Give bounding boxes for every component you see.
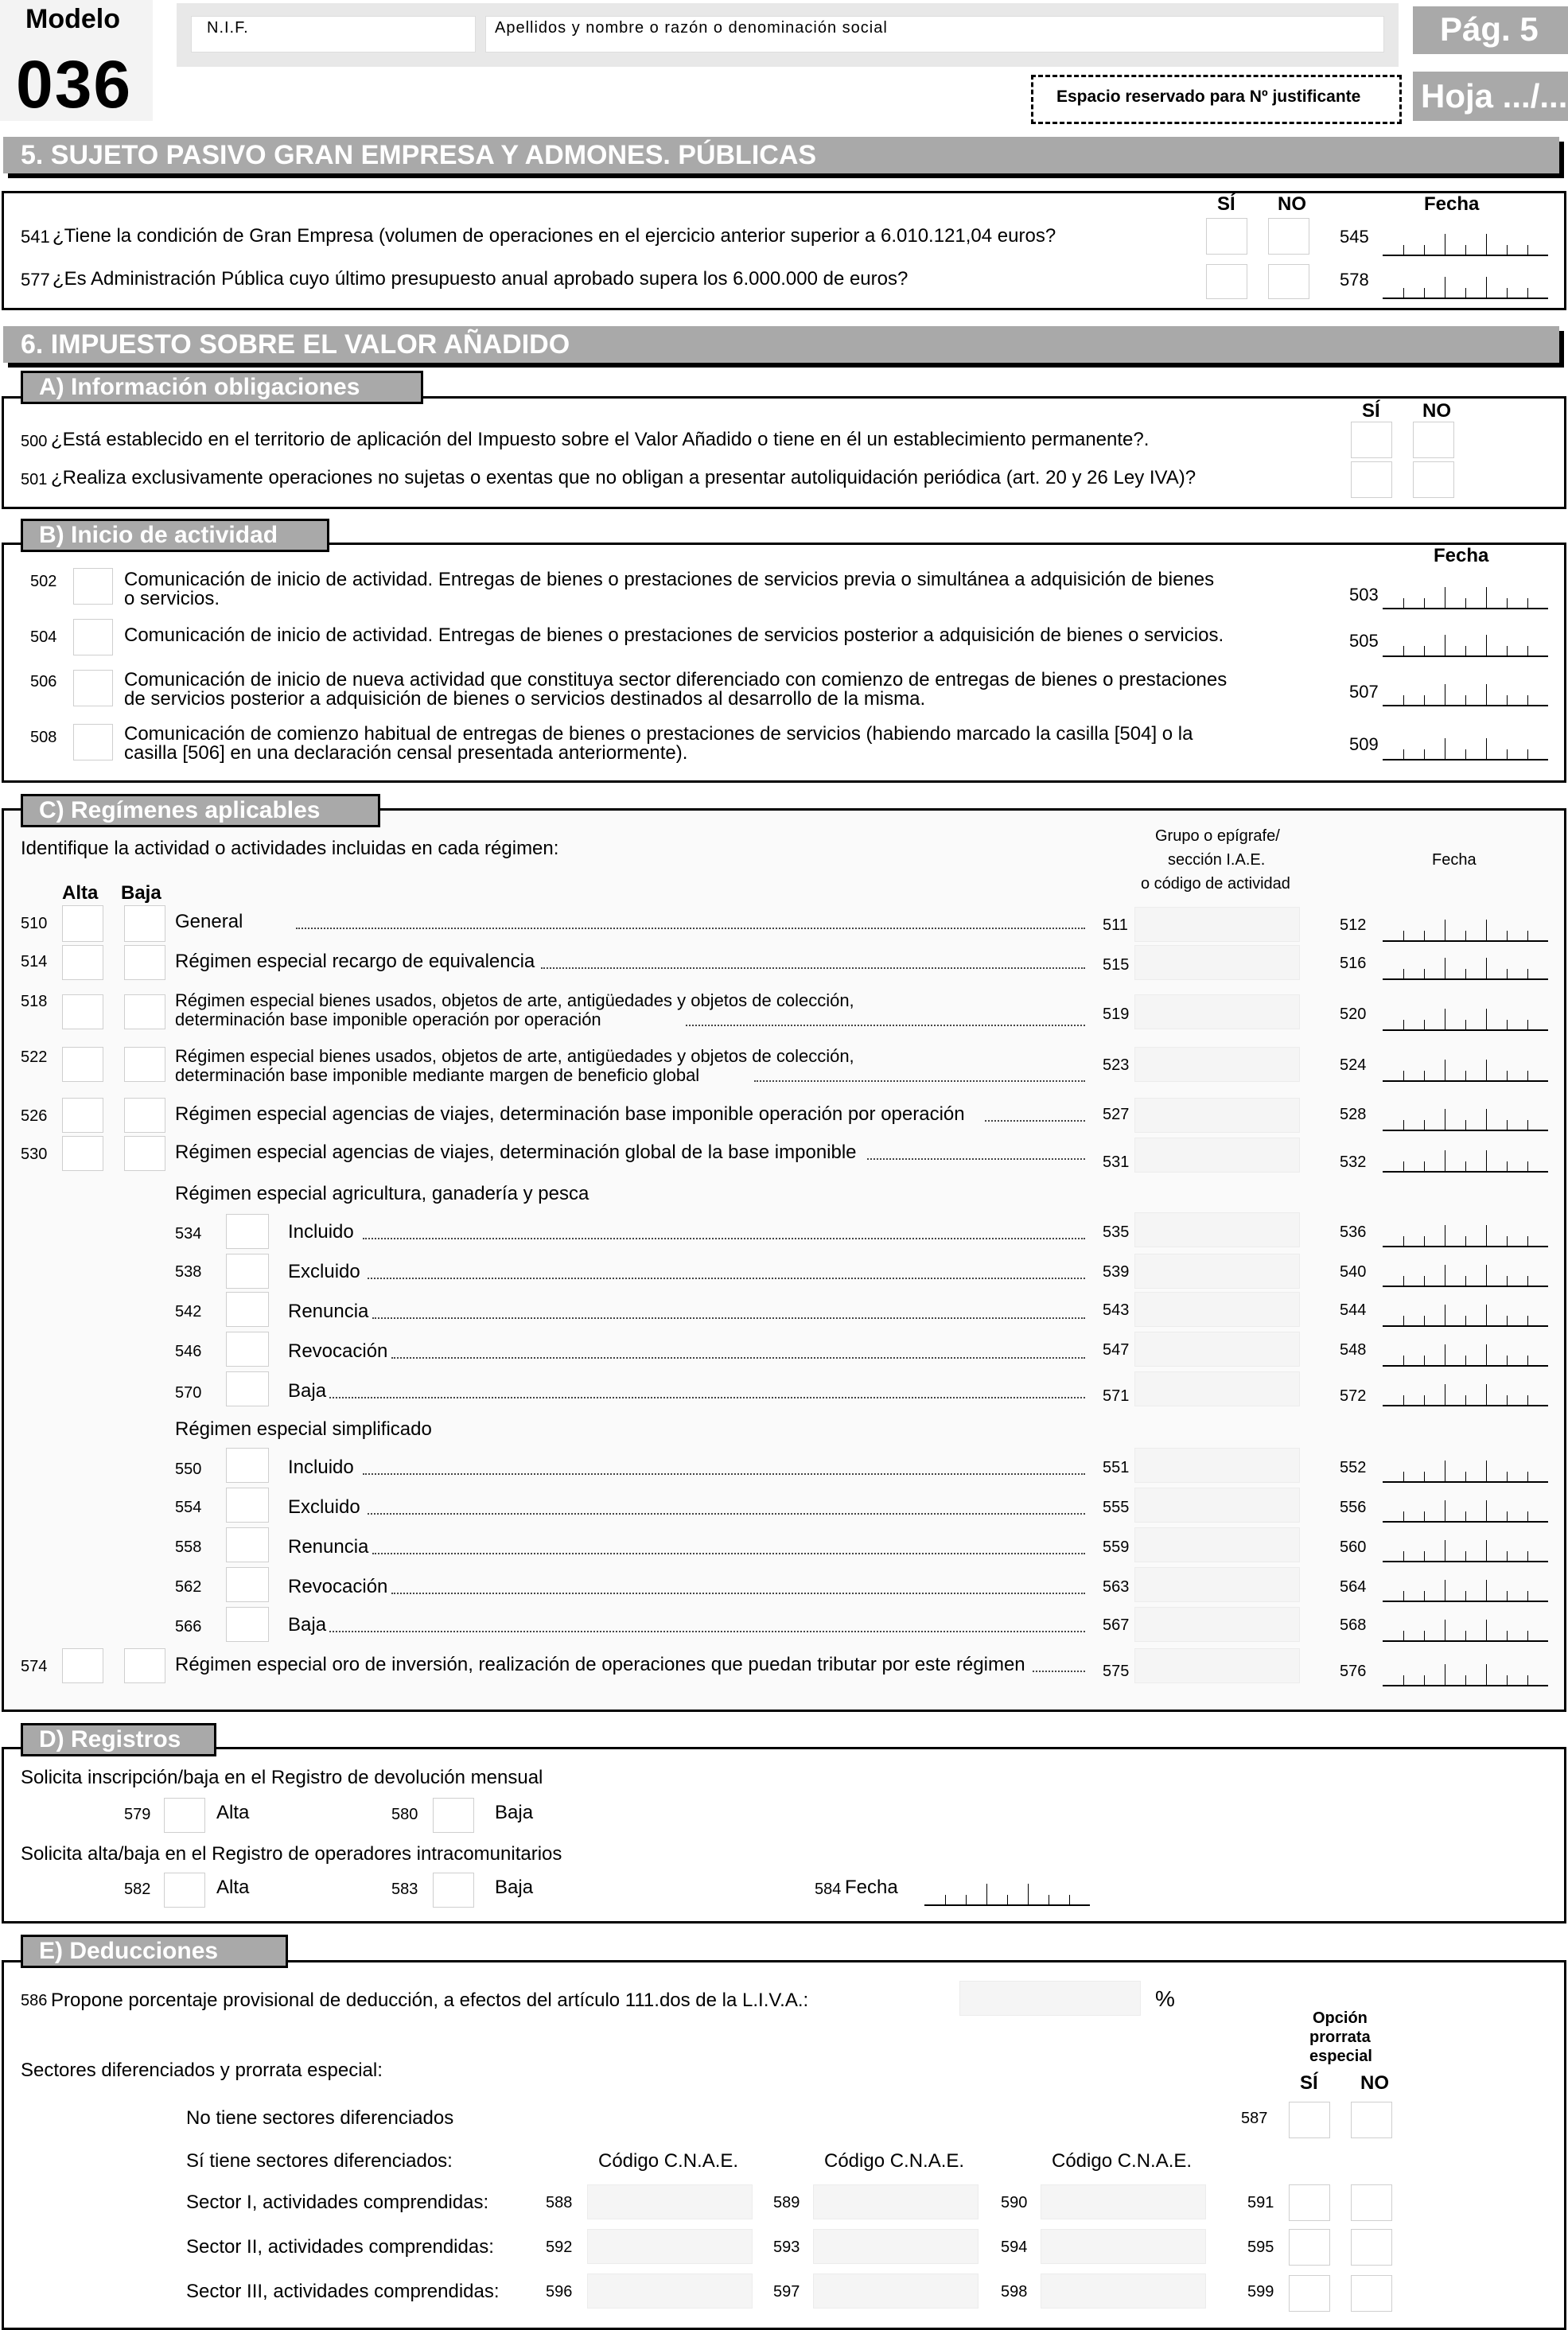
code-530: 530	[21, 1146, 48, 1163]
code-536: 536	[1340, 1223, 1367, 1241]
text-502-line2: o servicios.	[124, 588, 220, 609]
code-577: 577	[21, 270, 50, 290]
code-570: 570	[175, 1384, 202, 1402]
checkbox-566[interactable]	[226, 1607, 269, 1642]
label-582: Alta	[216, 1877, 250, 1898]
label-518-line2: determinación base imponible operación por operación	[175, 1009, 601, 1029]
code-541: 541	[21, 227, 50, 247]
date-field-507[interactable]	[1383, 683, 1548, 706]
code-524: 524	[1340, 1056, 1367, 1074]
leader-dots	[686, 1023, 1085, 1026]
checkbox-550[interactable]	[226, 1448, 269, 1483]
checkbox-574-baja[interactable]	[124, 1648, 165, 1683]
cnae-field-598[interactable]	[1041, 2274, 1206, 2309]
grupo-field-535[interactable]	[1134, 1212, 1300, 1247]
code-568: 568	[1340, 1616, 1367, 1634]
code-505: 505	[1349, 631, 1379, 651]
leader-dots	[368, 1276, 1085, 1279]
checkbox-546[interactable]	[226, 1332, 269, 1367]
date-field-564[interactable]	[1383, 1578, 1548, 1602]
label-510: General	[175, 911, 243, 932]
subsection-a	[2, 396, 1566, 509]
date-field-576[interactable]	[1383, 1663, 1548, 1686]
code-588: 588	[546, 2194, 573, 2211]
checkbox-554[interactable]	[226, 1488, 269, 1523]
label-538: Excluido	[288, 1261, 360, 1282]
grupo-field-539[interactable]	[1134, 1254, 1300, 1289]
cnae-header-1: Código C.N.A.E.	[598, 2150, 739, 2172]
code-556: 556	[1340, 1499, 1367, 1516]
simp-title: Régimen especial simplificado	[175, 1418, 432, 1440]
label-534: Incluido	[288, 1221, 354, 1243]
checkbox-582[interactable]	[164, 1873, 205, 1908]
code-515: 515	[1103, 956, 1130, 974]
grupo-header-line2: sección I.A.E.	[1168, 851, 1266, 869]
code-516: 516	[1340, 955, 1367, 972]
label-580: Baja	[495, 1802, 534, 1823]
checkbox-574-alta[interactable]	[62, 1648, 103, 1683]
grupo-field-511[interactable]	[1134, 907, 1300, 942]
leader-dots	[391, 1356, 1085, 1359]
code-578: 578	[1340, 270, 1369, 290]
code-532: 532	[1340, 1153, 1367, 1171]
percent-field-586[interactable]	[959, 1981, 1141, 2016]
date-field-578[interactable]	[1383, 275, 1548, 299]
checkbox-526-alta[interactable]	[62, 1098, 103, 1133]
code-596: 596	[546, 2283, 573, 2301]
sec5-si-header: SÍ	[1217, 193, 1235, 215]
date-field-568[interactable]	[1383, 1618, 1548, 1642]
grupo-field-559[interactable]	[1134, 1527, 1300, 1562]
code-567: 567	[1103, 1616, 1130, 1634]
checkbox-583[interactable]	[433, 1873, 474, 1908]
date-field-512[interactable]	[1383, 918, 1548, 942]
date-field-572[interactable]	[1383, 1383, 1548, 1406]
code-575: 575	[1103, 1663, 1130, 1680]
page-label: Pág. 5	[1440, 10, 1539, 48]
code-502: 502	[30, 573, 57, 590]
checkbox-518-baja[interactable]	[124, 994, 165, 1029]
leader-dots	[372, 1551, 1085, 1554]
code-587: 587	[1241, 2110, 1268, 2127]
grupo-field-551[interactable]	[1134, 1448, 1300, 1483]
code-598: 598	[1001, 2283, 1028, 2301]
checkbox-541-si[interactable]	[1206, 218, 1247, 255]
label-542: Renuncia	[288, 1301, 369, 1322]
code-571: 571	[1103, 1387, 1130, 1405]
d-question-1: Solicita inscripción/baja en el Registro de devolución mensual	[21, 1767, 543, 1788]
text-508-line2: casilla [506] en una declaración censal presentada anteriormente).	[124, 742, 688, 764]
code-542: 542	[175, 1303, 202, 1321]
checkbox-518-alta[interactable]	[62, 994, 103, 1029]
code-531: 531	[1103, 1153, 1130, 1171]
date-field-536[interactable]	[1383, 1223, 1548, 1247]
leader-dots	[363, 1236, 1085, 1239]
code-527: 527	[1103, 1106, 1130, 1123]
subsection-a-title: A) Información obligaciones	[21, 371, 423, 404]
code-522: 522	[21, 1048, 48, 1066]
code-512: 512	[1340, 916, 1367, 934]
code-589: 589	[773, 2194, 800, 2211]
date-field-552[interactable]	[1383, 1459, 1548, 1483]
checkbox-510-baja[interactable]	[124, 905, 165, 942]
checkbox-522-alta[interactable]	[62, 1047, 103, 1082]
sector-3-label: Sector III, actividades comprendidas:	[186, 2281, 500, 2302]
cnae-field-590[interactable]	[1041, 2184, 1206, 2219]
label-522-line2: determinación base imponible mediante margen de beneficio global	[175, 1065, 700, 1085]
checkbox-526-baja[interactable]	[124, 1098, 165, 1133]
agri-title: Régimen especial agricultura, ganadería y pesca	[175, 1183, 589, 1204]
date-field-516[interactable]	[1383, 956, 1548, 980]
text-502-line1: Comunicación de inicio de actividad. Entregas de bienes o prestaciones de servicios previa o simultánea a adquisición de bienes	[124, 569, 1215, 590]
leader-dots	[368, 1511, 1085, 1515]
code-500: 500	[21, 433, 48, 450]
checkbox-530-baja[interactable]	[124, 1136, 165, 1171]
code-523: 523	[1103, 1056, 1130, 1074]
checkbox-577-si[interactable]	[1206, 264, 1247, 299]
label-518-line1: Régimen especial bienes usados, objetos de arte, antigüedades y objetos de colección,	[175, 990, 854, 1010]
label-530: Régimen especial agencias de viajes, determinación global de la base imponible	[175, 1142, 857, 1163]
e-no-header: NO	[1360, 2072, 1389, 2094]
subsection-b-title: B) Inicio de actividad	[21, 519, 329, 552]
code-591: 591	[1247, 2194, 1274, 2211]
leader-dots	[329, 1629, 1085, 1632]
label-526: Régimen especial agencias de viajes, determinación base imponible operación por operación	[175, 1103, 965, 1125]
code-547: 547	[1103, 1341, 1130, 1359]
code-558: 558	[175, 1538, 202, 1556]
cnae-field-589[interactable]	[813, 2184, 979, 2219]
code-548: 548	[1340, 1341, 1367, 1359]
label-574: Régimen especial oro de inversión, realización de operaciones que puedan tributar por este régimen	[175, 1654, 1025, 1675]
checkbox-595-si[interactable]	[1289, 2229, 1330, 2266]
code-597: 597	[773, 2283, 800, 2301]
code-535: 535	[1103, 1223, 1130, 1241]
date-field-544[interactable]	[1383, 1303, 1548, 1327]
text-506-line1: Comunicación de inicio de nueva actividad que constituya sector diferenciado con comienzo de entregas de bienes o prestaciones	[124, 669, 1228, 690]
checkbox-587-no[interactable]	[1351, 2102, 1392, 2138]
code-582: 582	[124, 1881, 151, 1898]
code-583: 583	[391, 1881, 418, 1898]
date-field-545[interactable]	[1383, 232, 1548, 256]
code-574: 574	[21, 1658, 48, 1675]
code-563: 563	[1103, 1578, 1130, 1596]
cnae-field-592[interactable]	[587, 2229, 753, 2264]
code-519: 519	[1103, 1006, 1130, 1023]
grupo-field-523[interactable]	[1134, 1047, 1300, 1082]
checkbox-587-si[interactable]	[1289, 2102, 1330, 2138]
code-526: 526	[21, 1107, 48, 1125]
grupo-header-line3: o código de actividad	[1141, 875, 1290, 893]
code-501: 501	[21, 471, 48, 488]
date-field-503[interactable]	[1383, 585, 1548, 609]
cnae-header-3: Código C.N.A.E.	[1052, 2150, 1193, 2172]
code-540: 540	[1340, 1263, 1367, 1281]
code-590: 590	[1001, 2194, 1028, 2211]
code-509: 509	[1349, 734, 1379, 754]
leader-dots	[329, 1395, 1085, 1398]
code-576: 576	[1340, 1663, 1367, 1680]
opcion-header-line2: prorrata	[1309, 2029, 1371, 2046]
question-541: ¿Tiene la condición de Gran Empresa (volumen de operaciones en el ejercicio anterior superior a 6.010.121,04 euros?	[53, 225, 1056, 247]
subsection-c-title: C) Regímenes aplicables	[21, 794, 380, 827]
hoja-label: Hoja .../...	[1421, 77, 1568, 115]
sectores-label: Sectores diferenciados y prorrata especial:	[21, 2060, 383, 2081]
label-558: Renuncia	[288, 1536, 369, 1558]
code-545: 545	[1340, 227, 1369, 247]
code-508: 508	[30, 729, 57, 746]
si-tiene-label: Sí tiene sectores diferenciados:	[186, 2150, 453, 2172]
checkbox-570[interactable]	[226, 1371, 269, 1406]
code-544: 544	[1340, 1301, 1367, 1319]
label-514: Régimen especial recargo de equivalencia	[175, 951, 535, 972]
code-528: 528	[1340, 1106, 1367, 1123]
leader-dots	[985, 1118, 1085, 1122]
c-intro: Identifique la actividad o actividades incluidas en cada régimen:	[21, 838, 559, 859]
question-586: Propone porcentaje provisional de deducción, a efectos del artículo 111.dos de la L.I.V.A.:	[51, 1990, 809, 2011]
text-508-line1: Comunicación de comienzo habitual de entregas de bienes o prestaciones de servicios (habiendo marcado la casilla [504] o la	[124, 723, 1193, 745]
checkbox-530-alta[interactable]	[62, 1136, 103, 1171]
sec6a-no-header: NO	[1422, 400, 1451, 422]
cnae-field-596[interactable]	[587, 2274, 753, 2309]
code-564: 564	[1340, 1578, 1367, 1596]
label-570: Baja	[288, 1380, 327, 1402]
grupo-field-515[interactable]	[1134, 945, 1300, 980]
justificante-label: Espacio reservado para Nº justificante	[1056, 88, 1361, 106]
code-504: 504	[30, 628, 57, 646]
sec5-no-header: NO	[1278, 193, 1306, 215]
text-504: Comunicación de inicio de actividad. Entregas de bienes o prestaciones de servicios posterior a adquisición de bienes o servicios.	[124, 624, 1224, 646]
grupo-field-531[interactable]	[1134, 1138, 1300, 1173]
label-562: Revocación	[288, 1576, 388, 1597]
question-500: ¿Está establecido en el territorio de aplicación del Impuesto sobre el Valor Añadido o tiene en él un establecimiento permanente?.	[51, 429, 1150, 450]
section-5-title: 5. SUJETO PASIVO GRAN EMPRESA Y ADMONES. PÚBLICAS	[3, 137, 1559, 173]
code-546: 546	[175, 1343, 202, 1360]
code-595: 595	[1247, 2239, 1274, 2256]
checkbox-562[interactable]	[226, 1567, 269, 1602]
code-534: 534	[175, 1225, 202, 1243]
checkbox-514-alta[interactable]	[62, 945, 103, 980]
leader-dots	[541, 966, 1085, 969]
code-550: 550	[175, 1461, 202, 1478]
grupo-field-543[interactable]	[1134, 1292, 1300, 1327]
date-field-560[interactable]	[1383, 1538, 1548, 1562]
code-506: 506	[30, 673, 57, 690]
checkbox-577-no[interactable]	[1268, 264, 1309, 299]
checkbox-534[interactable]	[226, 1214, 269, 1249]
code-552: 552	[1340, 1459, 1367, 1476]
grupo-field-563[interactable]	[1134, 1567, 1300, 1602]
code-562: 562	[175, 1578, 202, 1596]
checkbox-510-alta[interactable]	[62, 905, 103, 942]
code-594: 594	[1001, 2239, 1028, 2256]
checkbox-501-si[interactable]	[1351, 461, 1392, 498]
label-566: Baja	[288, 1614, 327, 1636]
question-577: ¿Es Administración Pública cuyo último presupuesto anual aprobado supera los 6.000.000 de euros?	[53, 268, 909, 290]
code-539: 539	[1103, 1263, 1130, 1281]
code-559: 559	[1103, 1538, 1130, 1556]
code-560: 560	[1340, 1538, 1367, 1556]
checkbox-579[interactable]	[164, 1798, 205, 1833]
code-555: 555	[1103, 1499, 1130, 1516]
leader-dots	[1033, 1669, 1085, 1672]
grupo-field-567[interactable]	[1134, 1607, 1300, 1642]
date-field-556[interactable]	[1383, 1499, 1548, 1523]
label-522-line1: Régimen especial bienes usados, objetos de arte, antigüedades y objetos de colección,	[175, 1046, 854, 1066]
date-field-524[interactable]	[1383, 1058, 1548, 1082]
code-572: 572	[1340, 1387, 1367, 1405]
leader-dots	[754, 1079, 1085, 1082]
date-field-520[interactable]	[1383, 1007, 1548, 1031]
grupo-field-519[interactable]	[1134, 994, 1300, 1029]
date-field-528[interactable]	[1383, 1107, 1548, 1131]
section-5	[2, 191, 1566, 310]
modelo-number: 036	[16, 47, 133, 122]
no-tiene-label: No tiene sectores diferenciados	[186, 2107, 454, 2129]
subsection-d-title: D) Registros	[21, 1723, 216, 1756]
checkbox-599-no[interactable]	[1351, 2275, 1392, 2312]
checkbox-542[interactable]	[226, 1292, 269, 1327]
modelo-label: Modelo	[25, 4, 120, 34]
code-514: 514	[21, 953, 48, 971]
section-6-title: 6. IMPUESTO SOBRE EL VALOR AÑADIDO	[3, 326, 1559, 363]
checkbox-501-no[interactable]	[1413, 461, 1454, 498]
leader-dots	[363, 1472, 1085, 1475]
leader-dots	[296, 926, 1085, 929]
sec6b-fecha-header: Fecha	[1434, 545, 1489, 566]
label-583: Baja	[495, 1877, 534, 1898]
label-554: Excluido	[288, 1496, 360, 1518]
checkbox-506[interactable]	[73, 670, 113, 706]
checkbox-580[interactable]	[433, 1798, 474, 1833]
checkbox-591-si[interactable]	[1289, 2184, 1330, 2221]
checkbox-502[interactable]	[73, 568, 113, 605]
code-579: 579	[124, 1806, 151, 1823]
nif-label: N.I.F.	[207, 19, 249, 37]
checkbox-504[interactable]	[73, 619, 113, 655]
grupo-field-527[interactable]	[1134, 1098, 1300, 1133]
code-520: 520	[1340, 1006, 1367, 1023]
code-518: 518	[21, 993, 48, 1010]
grupo-field-571[interactable]	[1134, 1371, 1300, 1406]
code-554: 554	[175, 1499, 202, 1516]
cnae-field-597[interactable]	[813, 2274, 979, 2309]
label-584-fecha: Fecha	[845, 1877, 898, 1898]
cnae-field-588[interactable]	[587, 2184, 753, 2219]
question-501: ¿Realiza exclusivamente operaciones no sujetas o exentas que no obligan a presentar autoliquidación periódica (art. 20 y 26 Ley IVA)?	[51, 467, 1196, 488]
grupo-field-555[interactable]	[1134, 1488, 1300, 1523]
code-592: 592	[546, 2239, 573, 2256]
checkbox-558[interactable]	[226, 1527, 269, 1562]
checkbox-500-no[interactable]	[1413, 422, 1454, 458]
c-fecha-header: Fecha	[1432, 851, 1477, 869]
cnae-field-594[interactable]	[1041, 2229, 1206, 2264]
code-580: 580	[391, 1806, 418, 1823]
name-label: Apellidos y nombre o razón o denominación social	[495, 19, 888, 37]
code-538: 538	[175, 1263, 202, 1281]
sec6a-si-header: SÍ	[1362, 400, 1380, 422]
percent-sign: %	[1155, 1986, 1175, 2011]
e-si-header: SÍ	[1300, 2072, 1318, 2094]
leader-dots	[867, 1157, 1085, 1160]
sector-1-label: Sector I, actividades comprendidas:	[186, 2192, 489, 2213]
opcion-header-line3: especial	[1309, 2048, 1372, 2065]
date-field-505[interactable]	[1383, 633, 1548, 657]
label-550: Incluido	[288, 1457, 354, 1478]
checkbox-538[interactable]	[226, 1254, 269, 1289]
date-field-532[interactable]	[1383, 1149, 1548, 1173]
date-field-548[interactable]	[1383, 1343, 1548, 1367]
checkbox-514-baja[interactable]	[124, 945, 165, 980]
sec5-fecha-header: Fecha	[1424, 193, 1480, 215]
checkbox-595-no[interactable]	[1351, 2229, 1392, 2266]
grupo-field-575[interactable]	[1134, 1648, 1300, 1683]
subsection-e-title: E) Deducciones	[21, 1935, 288, 1968]
date-field-584[interactable]	[924, 1882, 1090, 1906]
date-field-540[interactable]	[1383, 1263, 1548, 1287]
leader-dots	[391, 1591, 1085, 1594]
code-510: 510	[21, 915, 48, 932]
sector-2-label: Sector II, actividades comprendidas:	[186, 2236, 494, 2258]
checkbox-591-no[interactable]	[1351, 2184, 1392, 2221]
cnae-field-593[interactable]	[813, 2229, 979, 2264]
code-551: 551	[1103, 1459, 1130, 1476]
code-586: 586	[21, 1992, 48, 2009]
code-511: 511	[1103, 916, 1128, 934]
checkbox-508[interactable]	[73, 724, 113, 760]
code-507: 507	[1349, 682, 1379, 702]
code-566: 566	[175, 1618, 202, 1636]
code-584: 584	[815, 1881, 842, 1898]
date-field-509[interactable]	[1383, 737, 1548, 760]
baja-header: Baja	[121, 882, 161, 904]
label-579: Alta	[216, 1802, 250, 1823]
cnae-header-2: Código C.N.A.E.	[824, 2150, 965, 2172]
checkbox-500-si[interactable]	[1351, 422, 1392, 458]
leader-dots	[372, 1316, 1085, 1319]
code-543: 543	[1103, 1301, 1130, 1319]
grupo-field-547[interactable]	[1134, 1332, 1300, 1367]
opcion-header-line1: Opción	[1313, 2009, 1368, 2027]
code-593: 593	[773, 2239, 800, 2256]
alta-header: Alta	[62, 882, 99, 904]
checkbox-599-si[interactable]	[1289, 2275, 1330, 2312]
grupo-header-line1: Grupo o epígrafe/	[1155, 827, 1280, 845]
checkbox-541-no[interactable]	[1268, 218, 1309, 255]
label-546: Revocación	[288, 1340, 388, 1362]
checkbox-522-baja[interactable]	[124, 1047, 165, 1082]
text-506-line2: de servicios posterior a adquisición de bienes o servicios destinados al desarrollo de la misma.	[124, 688, 926, 710]
code-599: 599	[1247, 2283, 1274, 2301]
code-503: 503	[1349, 585, 1379, 605]
d-question-2: Solicita alta/baja en el Registro de operadores intracomunitarios	[21, 1843, 562, 1865]
